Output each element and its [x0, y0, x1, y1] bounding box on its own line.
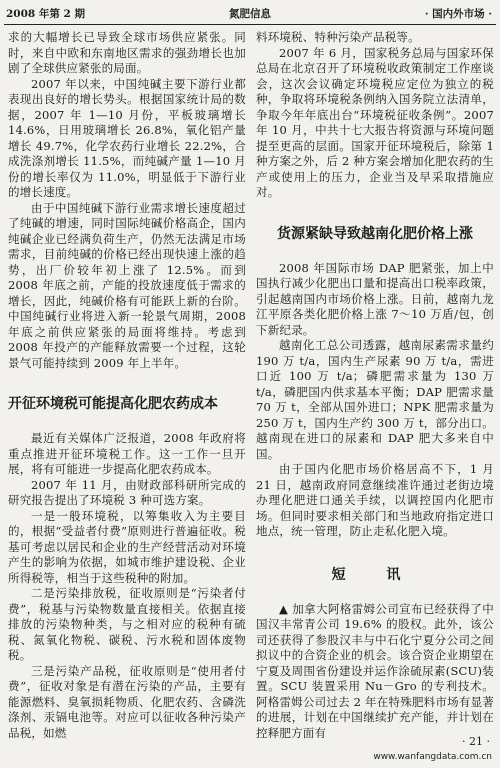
paragraph: 由于中国纯碱下游行业需求增长速度超过了纯碱的增速，同时国际纯碱价格高企，国内纯碱企业已经满负荷生产，仍然无法满足市场需求，目前纯碱的价格已经出现快速上涨的趋势，出厂价较年初上涨了 12.5%。而到 2008 年底之前，产能的投放速度低于需求的增长，因此，纯碱价格有可能跃上新的台阶。中国纯碱行业将进入新一轮景气周期，2008 年底之前供应紧张的局面将维持。考虑到 2008 年投产的产能释放需要一个过程，这轮景气可能持续到 2009 年上半年。 [8, 200, 246, 370]
paragraph: 2007 年 11 月，由财政部科研所完成的研究报告提出了环境税 3 种可选方案。 [8, 477, 246, 507]
journal-title: 氮肥信息 [229, 8, 271, 20]
watermark: www.wanfangdata.com.cn [373, 752, 492, 762]
paragraph: 2007 年 6 月，国家税务总局与国家环保总局在北京召开了环境税收政策制定工作座谈会，这次会议确定环境税应定位为独立的税种，争取将环境税条例纳入国务院立法清单，争取今年年底出台“环境税征收条例”。2007 年 10 月，中共十七大报告将资源与环境问题提至更高的层面。国家开征环境税后，除第 1 种方案之外，后 2 种方案会增加化肥农药的生产或使用上的压力，企业当及早采取措施应对。 [256, 45, 494, 199]
paragraph: 越南化工总公司透露，越南尿素需求量约 190 万 t/a，国内生产尿素 90 万 t/a，需进口近 100 万 t/a；磷肥需求量为 130 万 t/a，磷肥国内供求基本平衡；DAP 肥需求量 70 万 t，全部从国外进口；NPK 肥需求量为 250 万 t，国内生产约 300 万 t，部分出口。越南现在进口的尿素和 DAP 肥大多来自中国。 [256, 338, 494, 461]
section-label: · 国内外市场 · [424, 8, 492, 20]
paragraph: 2008 年国际市场 DAP 肥紧张，加上中国执行减少化肥出口量和提高出口税率政策，引起越南国内市场价格上涨。日前，越南九龙江平原各类化肥价格上涨 7～10 万盾/包，创下新纪录。 [256, 260, 494, 337]
page-header [0, 0, 500, 28]
paragraph: 由于国内化肥市场价格居高不下，1 月 21 日，越南政府同意继续准许通过老街边境办理化肥进口通关手续，以调控国内化肥市场。但同时要求相关部门和当地政府指定进口地点，统一管理，防止走私化肥入境。 [256, 462, 494, 538]
paragraph: ▲ 加拿大阿格雷姆公司宣布已经获得了中国汉丰常青公司 19.6% 的股权。此外，该公司还获得了参股汉丰与中石化宁夏分公司之间拟议中的合资企业的机会。该合资企业期望在宁夏及周围省份建设并运作涂硫尿素(SCU)装置。SCU 装置采用 Nu－Gro 的专利技术。阿格雷姆公司过去 2 年在特殊肥料市场有显著的进展，计划在中国继续扩充产能，并计划在控释肥方面有 [256, 601, 494, 740]
paragraph: 最近有关媒体广泛报道，2008 年政府将重点推进开征环境税工作。这一工作一旦开展，将有可能进一步提高化肥农药成本。 [8, 431, 246, 476]
page-number: · 21 · [462, 735, 490, 748]
issue-label: 2008 年第 2 期 [6, 8, 85, 20]
left-column [8, 30, 246, 741]
short-news-heading: 短 讯 [331, 566, 419, 583]
header-rule [4, 24, 496, 25]
paragraph: 一是一般环境税，以筹集收入为主要目的，根据“受益者付费”原则进行普遍征收。税基可考虑以居民和企业的生产经营活动对环境产生的影响为依据，如城市维护建设税、企业所得税等，相当于这些税种的附加。 [8, 508, 246, 585]
article-heading-vietnam: 货源紧缺导致越南化肥价格上涨 [277, 225, 473, 242]
paragraph: 二是污染排放税，征收原则是“污染者付费”，税基与污染物数量直接相关。依据直接排放的污染物种类，与之相对应的税种有硫税、氮氧化物税、碳税、污水税和固体废物税。 [8, 586, 246, 662]
paragraph: 求的大幅增长已导致全球市场供应紧张。同时，来自中欧和东南地区需求的强劲增长也加剧了全球供应紧张的局面。 [8, 30, 246, 75]
article-heading-env-tax: 开征环境税可能提高化肥农药成本 [8, 396, 218, 412]
paragraph: 三是污染产品税，征收原则是“使用者付费”，征收对象是有潜在污染的产品，主要有能源燃料、臭氧损耗物质、化肥农药、含磷洗涤剂、汞镉电池等。对应可以征收各种污染产品税，如燃 [8, 663, 246, 740]
paragraph: 料环境税、特种污染产品税等。 [256, 30, 420, 44]
right-column [256, 30, 494, 741]
paragraph: 2007 年以来，中国纯碱主要下游行业都表现出良好的增长势头。根据国家统计局的数据，2007 年 1—10 月份，平板玻璃增长 14.6%，日用玻璃增长 26.8%，氧化铝产量增长 49.7%，化学农药行业增长 22.2%，合成洗涤剂增长 11.5%，而纯碱产量 1—10 月份的增长率仅为 11.0%，明显低于下游行业的增长速度。 [8, 76, 246, 199]
